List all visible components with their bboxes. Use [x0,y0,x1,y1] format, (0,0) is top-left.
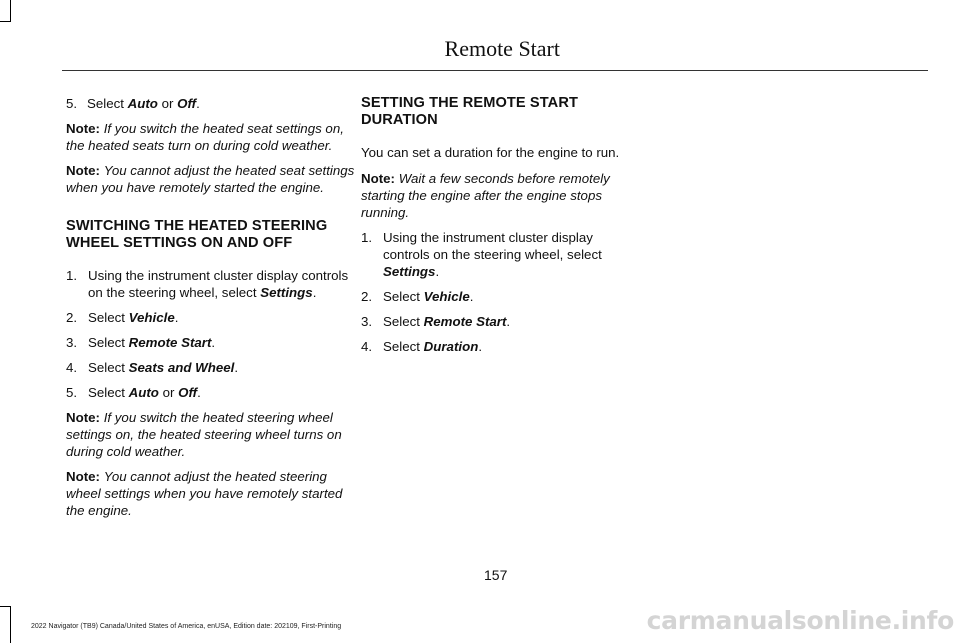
list-item: 4. Select Seats and Wheel. [66,360,239,375]
section-heading: SWITCHING THE HEATED STEERING WHEEL SETTINGS ON AND OFF [66,218,328,251]
section-heading: SETTING THE REMOTE START DURATION [361,95,578,128]
note-paragraph: Note: You cannot adjust the heated steering wheel settings when you have remotely started the engine. [66,469,343,518]
crop-mark-top-left-v [10,0,11,22]
list-item: 1. Using the instrument cluster display controls on the steering wheel, select Settings. [66,268,349,300]
page-number: 157 [484,567,508,583]
list-item: 5. Select Auto or Off. [66,385,201,400]
list-item: 2. Select Vehicle. [66,310,179,325]
crop-mark-bottom-left-v [10,606,11,643]
footer-edition-text: 2022 Navigator (TB9) Canada/United States of America, enUSA, Edition date: 202109, First-Printing [31,623,342,630]
list-item: 1. Using the instrument cluster display controls on the steering wheel, select Settings. [361,230,602,279]
right-column [361,95,641,363]
note-paragraph: Note: Wait a few seconds before remotely starting the engine after the engine stops running. [361,171,610,220]
note-paragraph: Note: You cannot adjust the heated seat settings when you have remotely started the engine. [66,163,355,195]
crop-mark-bottom-left-h [0,606,11,607]
intro-paragraph: You can set a duration for the engine to run. [361,145,620,160]
page-title: Remote Start [444,36,560,61]
list-item: 4. Select Duration. [361,339,483,354]
left-column [66,95,356,527]
list-item: 5. Select Auto or Off. [66,96,200,111]
note-paragraph: Note: If you switch the heated seat settings on, the heated seats turn on during cold weather. [66,121,344,153]
header-divider [62,70,928,71]
list-item: 3. Select Remote Start. [361,314,511,329]
list-item: 2. Select Vehicle. [361,289,474,304]
watermark: carmanualsonline.info [646,606,954,635]
list-item: 3. Select Remote Start. [66,335,216,350]
crop-mark-top-left-h [0,21,11,22]
note-paragraph: Note: If you switch the heated steering wheel settings on, the heated steering wheel turns on during cold weather. [66,410,342,459]
